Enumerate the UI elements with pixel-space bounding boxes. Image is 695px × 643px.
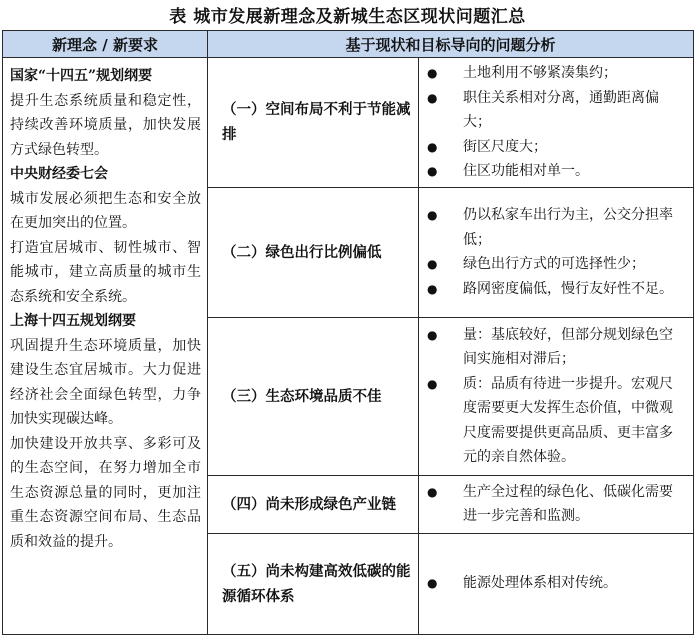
- problem-details: [419, 58, 694, 188]
- summary-table: [2, 30, 694, 635]
- concept-text: 打造宜居城市、韧性城市、智能城市，建立高质量的城市生态系统和安全系统。: [10, 239, 201, 305]
- problem-label: （一）空间布局不利于节能减排: [208, 58, 419, 188]
- problem-details: [419, 475, 694, 533]
- concept-heading: 国家“十四五”规划纲要: [10, 68, 153, 84]
- concept-block-central: [10, 162, 201, 309]
- list-item: ● 生产全过程的绿色化、低碳化需要进一步完善和监测。: [427, 480, 685, 529]
- table-title: 表 城市发展新理念及新城生态区现状问题汇总: [169, 7, 526, 27]
- header-row: [3, 31, 694, 58]
- concept-text: 城市发展必须把生态和安全放在更加突出的位置。: [10, 190, 201, 231]
- concept-block-shanghai: [10, 309, 201, 554]
- concept-heading: 中央财经委七会: [10, 166, 108, 182]
- problem-label: （五）尚未构建高效低碳的能源循环体系: [208, 533, 419, 634]
- concept-text: 巩固提升生态环境质量，加快建设生态宜居城市。大力促进经济社会全面绿色转型，力争加快实现碳达峰。: [10, 337, 201, 427]
- header-problem-analysis: 基于现状和目标导向的问题分析: [208, 31, 694, 58]
- problem-label: （三）生态环境品质不佳: [208, 317, 419, 475]
- table-row: [3, 58, 694, 188]
- concept-text: 提升生态系统质量和稳定性，持续改善环境质量，加快发展方式绿色转型。: [10, 92, 201, 158]
- list-item: ● 绿色出行方式的可选择性少；: [427, 252, 685, 277]
- concepts-column: [3, 58, 208, 635]
- header-new-concepts: 新理念 / 新要求: [3, 31, 208, 58]
- list-item: ● 街区尺度大；: [427, 135, 685, 160]
- problem-label: （二）绿色出行比例偏低: [208, 187, 419, 317]
- list-item: ● 仍以私家车出行为主，公交分担率低；: [427, 203, 685, 252]
- problem-details: [419, 533, 694, 634]
- list-item: ● 量：基底较好，但部分规划绿色空间实施相对滞后；: [427, 323, 685, 372]
- problem-details: [419, 317, 694, 475]
- concept-block-national: [10, 64, 201, 162]
- list-item: ● 质：品质有待进一步提升。宏观尺度需要更大发挥生态价值，中微观尺度需要提供更高品质、更丰富多元的亲自然体验。: [427, 372, 685, 470]
- list-item: ● 路网密度偏低，慢行友好性不足。: [427, 277, 685, 302]
- concept-text: 加快建设开放共享、多彩可及的生态空间，在努力增加全市生态资源总量的同时，更加注重生态资源空间布局、生态品质和效益的提升。: [10, 435, 201, 550]
- list-item: ● 土地利用不够紧凑集约；: [427, 61, 685, 86]
- concept-heading: 上海十四五规划纲要: [10, 313, 136, 329]
- problem-details: [419, 187, 694, 317]
- list-item: ● 职住关系相对分离，通勤距离偏大；: [427, 86, 685, 135]
- list-item: ● 能源处理体系相对传统。: [427, 571, 685, 596]
- list-item: ● 住区功能相对单一。: [427, 159, 685, 184]
- problem-label: （四）尚未形成绿色产业链: [208, 475, 419, 533]
